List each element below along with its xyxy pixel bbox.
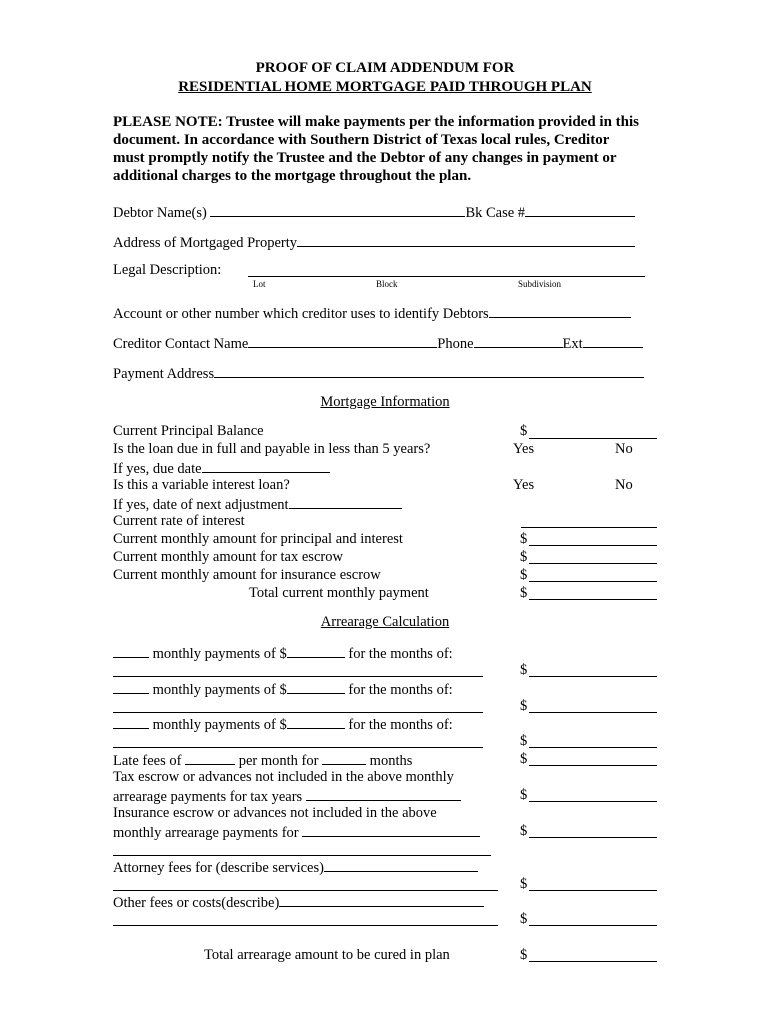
- loan-due-no[interactable]: No: [615, 441, 633, 457]
- attorney-fees-extra-line[interactable]: [113, 890, 498, 891]
- total-arrearage-field[interactable]: [529, 961, 657, 962]
- arrearage-payments-row-2: [113, 680, 453, 699]
- late-fees-dollar: $: [520, 751, 528, 767]
- payment-amount-field-3[interactable]: [287, 715, 345, 729]
- form-title-line1: PROOF OF CLAIM ADDENDUM FOR: [255, 60, 515, 76]
- months-field-3[interactable]: [113, 747, 483, 748]
- account-number-field[interactable]: [489, 304, 631, 318]
- adjustment-label: If yes, date of next adjustment: [113, 497, 289, 513]
- note-line4: additional charges to the mortgage throughout the plan.: [113, 168, 472, 184]
- payments-count-field-3[interactable]: [113, 715, 149, 729]
- bk-case-field[interactable]: [525, 203, 635, 217]
- variable-interest-label: Is this a variable interest loan?: [113, 477, 290, 493]
- address-field[interactable]: [297, 233, 635, 247]
- creditor-contact-label: Creditor Contact Name: [113, 336, 249, 352]
- arrearage-payments-row-3: [113, 715, 453, 734]
- insurance-escrow-label-1: Insurance escrow or advances not included in the above: [113, 805, 437, 821]
- attorney-fees-row: [113, 858, 478, 877]
- legal-description-label: Legal Description:: [113, 262, 222, 278]
- current-principal-dollar: $: [520, 423, 528, 439]
- due-date-row: [113, 459, 330, 478]
- monthly-insurance-field[interactable]: [529, 581, 657, 582]
- months-field-1[interactable]: [113, 676, 483, 677]
- for-months-label-2: for the months of:: [348, 682, 453, 698]
- loan-due-yes[interactable]: Yes: [513, 441, 535, 457]
- due-date-field[interactable]: [202, 459, 330, 473]
- ext-label: Ext: [562, 336, 583, 352]
- current-rate-label: Current rate of interest: [113, 513, 245, 529]
- tax-escrow-row: [113, 787, 461, 806]
- monthly-payments-label-3: monthly payments of $: [152, 717, 287, 733]
- arrearage-amount-field-1[interactable]: [529, 676, 657, 677]
- monthly-pi-label: Current monthly amount for principal and interest: [113, 531, 403, 547]
- per-month-for-label: per month for: [238, 753, 319, 769]
- total-monthly-field[interactable]: [529, 599, 657, 600]
- address-row: [113, 233, 635, 252]
- monthly-payments-label-2: monthly payments of $: [152, 682, 287, 698]
- other-fees-label: Other fees or costs(describe): [113, 895, 280, 911]
- note-line3: must promptly notify the Trustee and the Debtor of any changes in payment or: [113, 150, 617, 166]
- debtor-names-field[interactable]: [210, 203, 465, 217]
- attorney-fees-label: Attorney fees for (describe services): [113, 860, 324, 876]
- mortgage-heading: Mortgage Information: [320, 394, 450, 410]
- late-fees-total-field[interactable]: [529, 765, 657, 766]
- current-rate-field[interactable]: [521, 527, 657, 528]
- for-months-label-3: for the months of:: [348, 717, 453, 733]
- monthly-tax-label: Current monthly amount for tax escrow: [113, 549, 343, 565]
- form-title-line2: RESIDENTIAL HOME MORTGAGE PAID THROUGH PLAN: [178, 79, 592, 95]
- tax-escrow-label-1: Tax escrow or advances not included in the above monthly: [113, 769, 454, 785]
- bk-case-label: Bk Case #: [465, 205, 526, 221]
- other-fees-description-field[interactable]: [279, 893, 484, 907]
- arrearage-dollar-2: $: [520, 698, 528, 714]
- tax-escrow-dollar: $: [520, 787, 528, 803]
- block-label: Block: [376, 279, 398, 289]
- monthly-tax-dollar: $: [520, 549, 528, 565]
- monthly-pi-field[interactable]: [529, 545, 657, 546]
- payment-amount-field-2[interactable]: [287, 680, 345, 694]
- insurance-extra-line[interactable]: [113, 855, 491, 856]
- arrearage-amount-field-3[interactable]: [529, 747, 657, 748]
- payment-address-field[interactable]: [214, 364, 644, 378]
- insurance-period-field[interactable]: [302, 823, 480, 837]
- current-principal-field[interactable]: [529, 438, 657, 439]
- current-principal-label: Current Principal Balance: [113, 423, 264, 439]
- adjustment-row: [113, 495, 402, 514]
- legal-description-field[interactable]: [248, 276, 645, 277]
- debtor-names-label: Debtor Name(s): [113, 205, 207, 221]
- arrearage-dollar-3: $: [520, 733, 528, 749]
- for-months-label-1: for the months of:: [348, 646, 453, 662]
- arrearage-amount-field-2[interactable]: [529, 712, 657, 713]
- monthly-insurance-label: Current monthly amount for insurance escrow: [113, 567, 381, 583]
- insurance-escrow-row: [113, 823, 480, 842]
- insurance-escrow-amount-field[interactable]: [529, 837, 657, 838]
- late-fees-label: Late fees of: [113, 753, 182, 769]
- total-monthly-label: Total current monthly payment: [249, 585, 429, 601]
- monthly-insurance-dollar: $: [520, 567, 528, 583]
- arrearage-dollar-1: $: [520, 662, 528, 678]
- lot-label: Lot: [253, 279, 266, 289]
- debtor-names-row: [113, 203, 635, 222]
- note-line1: PLEASE NOTE: Trustee will make payments per the information provided in this: [113, 114, 640, 130]
- insurance-escrow-dollar: $: [520, 823, 528, 839]
- attorney-fees-amount-field[interactable]: [529, 890, 657, 891]
- tax-escrow-amount-field[interactable]: [529, 801, 657, 802]
- payment-address-row: [113, 364, 644, 383]
- late-fees-amount-field[interactable]: [185, 751, 235, 765]
- payment-address-label: Payment Address: [113, 366, 215, 382]
- total-arrearage-label: Total arrearage amount to be cured in plan: [204, 947, 450, 963]
- phone-field[interactable]: [474, 334, 563, 348]
- loan-due-label: Is the loan due in full and payable in less than 5 years?: [113, 441, 431, 457]
- other-fees-extra-line[interactable]: [113, 925, 498, 926]
- attorney-fees-dollar: $: [520, 876, 528, 892]
- insurance-escrow-label-2: monthly arrearage payments for: [113, 825, 299, 841]
- arrearage-heading: Arrearage Calculation: [320, 614, 450, 630]
- account-number-row: [113, 304, 631, 323]
- address-label: Address of Mortgaged Property: [113, 235, 298, 251]
- months-label: months: [369, 753, 413, 769]
- adjustment-field[interactable]: [289, 495, 402, 509]
- monthly-pi-dollar: $: [520, 531, 528, 547]
- monthly-payments-label-1: monthly payments of $: [152, 646, 287, 662]
- note-line2: document. In accordance with Southern District of Texas local rules, Creditor: [113, 132, 610, 148]
- monthly-tax-field[interactable]: [529, 563, 657, 564]
- ext-field[interactable]: [583, 334, 643, 348]
- subdivision-label: Subdivision: [518, 279, 562, 289]
- payment-amount-field-1[interactable]: [287, 644, 345, 658]
- tax-years-field[interactable]: [306, 787, 461, 801]
- other-fees-amount-field[interactable]: [529, 925, 657, 926]
- phone-label: Phone: [437, 336, 474, 352]
- total-monthly-dollar: $: [520, 585, 528, 601]
- late-fees-row: [113, 751, 412, 770]
- variable-interest-yes[interactable]: Yes: [513, 477, 535, 493]
- total-arrearage-dollar: $: [520, 947, 528, 963]
- tax-escrow-label-2: arrearage payments for tax years: [113, 789, 303, 805]
- other-fees-dollar: $: [520, 911, 528, 927]
- payments-count-field-1[interactable]: [113, 644, 149, 658]
- late-fees-months-field[interactable]: [322, 751, 366, 765]
- arrearage-payments-row-1: [113, 644, 453, 663]
- variable-interest-no[interactable]: No: [615, 477, 633, 493]
- months-field-2[interactable]: [113, 712, 483, 713]
- other-fees-row: [113, 893, 484, 912]
- due-date-label: If yes, due date: [113, 461, 202, 477]
- creditor-contact-field[interactable]: [248, 334, 437, 348]
- creditor-contact-row: [113, 334, 643, 353]
- payments-count-field-2[interactable]: [113, 680, 149, 694]
- account-number-label: Account or other number which creditor uses to identify Debtors: [113, 306, 489, 322]
- attorney-fees-description-field[interactable]: [324, 858, 478, 872]
